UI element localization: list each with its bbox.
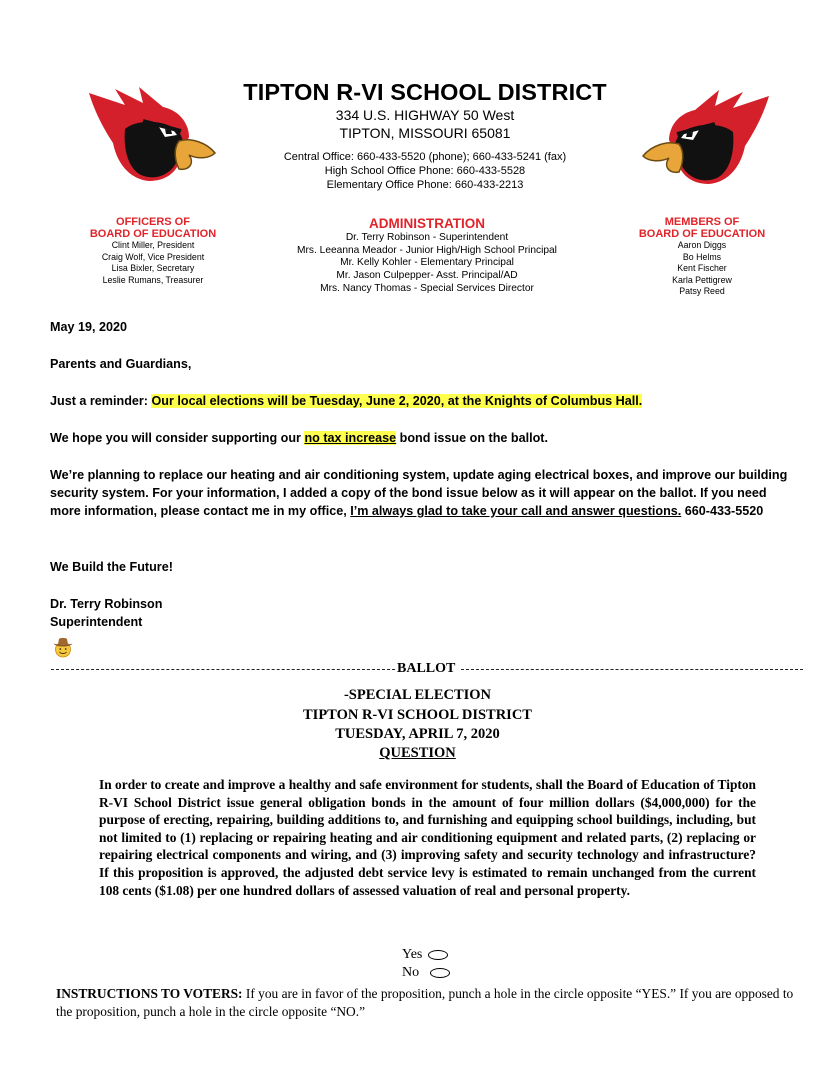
officers-list	[73, 216, 233, 286]
instructions-text: If you are in favor of the proposition, punch a hole in the circle opposite “YES.” If you are opposed to the proposition, punch a hole in the circle opposite “NO.”	[56, 986, 794, 1019]
reminder-paragraph	[50, 392, 795, 410]
ballot-district: TIPTON R-VI SCHOOL DISTRICT	[303, 707, 532, 723]
officer-name: Leslie Rumans, Treasurer	[102, 274, 204, 285]
ballot-separator	[51, 661, 803, 677]
address-line-1: 334 U.S. HIGHWAY 50 West	[335, 107, 515, 123]
administration-list	[262, 216, 592, 296]
instructions-label: INSTRUCTIONS TO VOTERS:	[56, 986, 243, 1001]
yes-label: Yes	[402, 947, 423, 962]
no-circle[interactable]	[430, 968, 450, 978]
election-date-highlight: Our local elections will be Tuesday, June 2, 2020, at the Knights of Columbus Hall.	[151, 394, 643, 408]
plan-phone: 660-433-5520	[681, 504, 764, 518]
officers-title: OFFICERS OF	[116, 216, 190, 228]
ballot-election-title: -SPECIAL ELECTION	[343, 687, 492, 703]
support-prefix: We hope you will consider supporting our	[50, 431, 305, 445]
motto: We Build the Future!	[50, 560, 173, 574]
no-label: No	[402, 965, 420, 980]
ballot-rule-left	[51, 669, 395, 670]
signer-name: Dr. Terry Robinson	[50, 597, 163, 611]
no-option[interactable]	[402, 964, 450, 981]
plan-underlined-text: I’m always glad to take your call and answer questions.	[350, 504, 682, 518]
ballot-rule-right	[461, 669, 803, 670]
administrator-name: Mrs. Leeanna Meador - Junior High/High School Principal	[297, 244, 557, 256]
cardinal-mascot-icon	[85, 85, 220, 185]
administrator-name: Mr. Jason Culpepper- Asst. Principal/AD	[336, 270, 518, 282]
elementary-phone: Elementary Office Phone: 660-433-2213	[326, 179, 524, 191]
members-title: BOARD OF EDUCATION	[638, 228, 766, 240]
district-name: TIPTON R-VI SCHOOL DISTRICT	[243, 79, 607, 105]
members-title: MEMBERS OF	[664, 216, 740, 228]
yes-circle[interactable]	[428, 950, 448, 960]
cowboy-face-icon	[52, 636, 74, 658]
plan-text: We’re planning to replace our heating and air conditioning system, update aging electrical boxes, and improve our building security system. For your information, I added a copy of the bond issue below as it will appear on the ballot. If you need more information, please contact me in my office,	[50, 468, 788, 518]
officers-title: BOARD OF EDUCATION	[89, 228, 217, 240]
letter-salutation: Parents and Guardians,	[50, 357, 192, 371]
ballot-question: In order to create and improve a healthy and safe environment for students, shall the Board of Education of Tipton R-VI School District issue general obligation bonds in the amount of four million dollars ($4,000,000) for the purpose of erecting, repairing, building additions to, and furnishing and equipping school buildings, including, but not limited to (1) replacing or repairing heating and air conditioning equipment and related parts, (2) replacing or repairing electrical components and wiring, and (3) improving safety and security technology and infrastructure? If this proposition is approved, the adjusted debt service levy is estimated to remain unchanged from the current 108 cents ($1.08) per one hundred dollars of assessed valuation of real and personal property.	[99, 777, 756, 898]
member-name: Kent Fischer	[677, 263, 727, 273]
member-name: Karla Pettigrew	[672, 274, 732, 285]
support-suffix: bond issue on the ballot.	[396, 431, 548, 445]
cardinal-mascot-icon	[638, 88, 773, 188]
support-paragraph	[50, 429, 795, 447]
plan-paragraph	[50, 466, 795, 520]
ballot-date: TUESDAY, APRIL 7, 2020	[335, 726, 500, 742]
officer-name: Lisa Bixler, Secretary	[111, 263, 195, 273]
members-list	[622, 216, 782, 298]
administrator-name: Mrs. Nancy Thomas - Special Services Director	[320, 282, 534, 294]
ballot-question-heading: QUESTION	[379, 745, 456, 761]
no-tax-increase-highlight: no tax increase	[304, 431, 397, 445]
voter-instructions	[56, 985, 804, 1020]
member-name: Patsy Reed	[679, 286, 725, 296]
letter-date: May 19, 2020	[50, 320, 128, 334]
letterhead	[210, 78, 640, 192]
central-office-phone: Central Office: 660-433-5520 (phone); 660-433-5241 (fax)	[283, 151, 567, 163]
member-name: Aaron Diggs	[677, 240, 727, 250]
high-school-phone: High School Office Phone: 660-433-5528	[324, 165, 526, 177]
signer-title: Superintendent	[50, 615, 143, 629]
member-name: Bo Helms	[682, 251, 722, 262]
officer-name: Clint Miller, President	[111, 240, 195, 250]
reminder-prefix: Just a reminder:	[50, 394, 152, 408]
administrator-name: Mr. Kelly Kohler - Elementary Principal	[340, 257, 514, 269]
yes-option[interactable]	[402, 946, 448, 963]
address-line-2: TIPTON, MISSOURI 65081	[339, 125, 511, 141]
administration-title: ADMINISTRATION	[369, 216, 485, 231]
ballot-label: BALLOT	[397, 661, 456, 676]
administrator-name: Dr. Terry Robinson - Superintendent	[345, 232, 509, 243]
officer-name: Craig Wolf, Vice President	[101, 251, 205, 262]
